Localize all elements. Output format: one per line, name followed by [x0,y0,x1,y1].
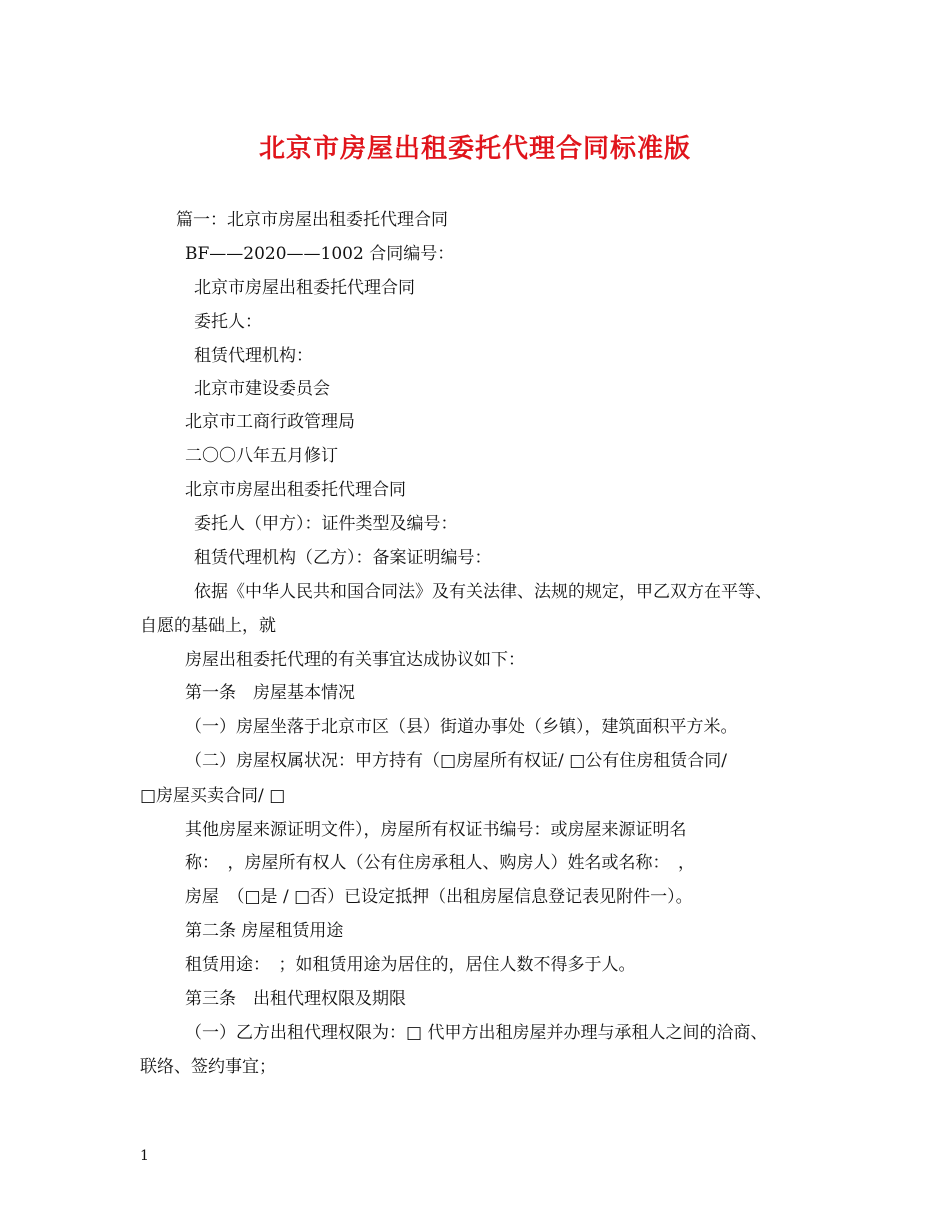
text-line: □房屋买卖合同/ □ [140,786,286,806]
text-line: （一）房屋坐落于北京市区（县）街道办事处（乡镇），建筑面积平方米。 [185,717,738,737]
text-line: 第一条 房屋基本情况 [185,683,355,703]
text-line: 联络、签约事宜； [140,1057,276,1077]
text-line: 房屋出租委托代理的有关事宜达成协议如下： [185,650,525,670]
text-line: 房屋 （□是 / □否）已设定抵押（出租房屋信息登记表见附件一）。 [185,887,693,907]
text-line: 二〇〇八年五月修订 [185,446,338,466]
text-line: 委托人： [194,312,262,332]
text-line: 其他房屋来源证明文件），房屋所有权证书编号：或房屋来源证明名 [185,820,687,840]
text-line: 第二条 房屋租赁用途 [185,921,344,941]
text-line: 租赁代理机构： [194,346,313,366]
text-line: 北京市工商行政管理局 [185,412,355,432]
page-number: 1 [140,1148,149,1164]
text-line: 北京市建设委员会 [194,379,330,399]
text-line: 委托人（甲方）：证件类型及编号： [194,514,458,534]
text-line: 称： ，房屋所有权人（公有住房承租人、购房人）姓名或名称： ， [185,853,695,873]
text-line: 自愿的基础上，就 [140,616,276,636]
text-line: 篇一：北京市房屋出租委托代理合同 [176,210,448,230]
text-line: 租赁用途： ；如租赁用途为居住的，居住人数不得多于人。 [185,955,636,975]
text-line: （二）房屋权属状况：甲方持有（□房屋所有权证/ □公有住房租赁合同/ [185,751,727,771]
text-line: 租赁代理机构（乙方）：备案证明编号： [194,548,492,568]
text-line: BF——2020——1002 合同编号： [185,244,455,264]
text-line: 北京市房屋出租委托代理合同 [194,278,415,298]
text-line: 依据《中华人民共和国合同法》及有关法律、法规的规定，甲乙双方在平等、 [194,582,772,602]
page-title: 北京市房屋出租委托代理合同标准版 [258,134,691,164]
text-line: 北京市房屋出租委托代理合同 [185,480,406,500]
text-line: 第三条 出租代理权限及期限 [185,989,406,1009]
text-line: （一）乙方出租代理权限为：□ 代甲方出租房屋并办理与承租人之间的洽商、 [185,1023,768,1043]
